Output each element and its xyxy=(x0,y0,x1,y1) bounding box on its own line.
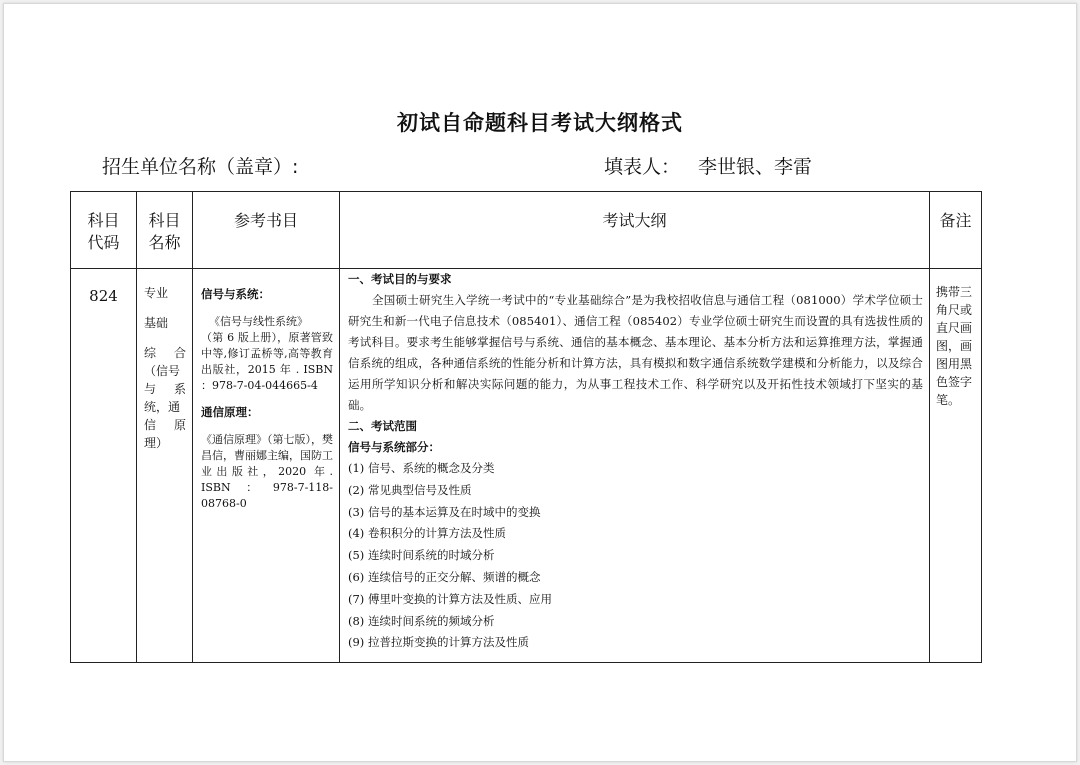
reference-book-title: 《信号与线性系统》 xyxy=(209,315,308,328)
reference-books-cell xyxy=(193,269,340,663)
list-item: (5) 连续时间系统的时域分析 xyxy=(348,548,495,563)
outline-section-title: 一、考试目的与要求 xyxy=(348,272,452,286)
list-item: (7) 傅里叶变换的计算方法及性质、应用 xyxy=(348,591,552,606)
subject-name-line: 基础 xyxy=(144,316,169,330)
list-item: (6) 连续信号的正交分解、频谱的概念 xyxy=(348,569,541,584)
header-notes-label: 备注 xyxy=(939,211,972,230)
subject-name-line xyxy=(144,344,186,362)
header-exam-outline xyxy=(340,192,930,269)
outline-paragraph: 全国硕士研究生入学统一考试中的“专业基础综合”是为我校招收信息与通信工程（081000）学术学位硕士研究生和新一代电子信息技术（085401）、通信工程（085402）专业学位硕士研究生而设置的具有选拔性质的考试科目。要求考生能够掌握信号与系统、通信的基本概念、基本理论、基本分析方法和运算推理方法，掌握通信系统的组成，各种通信系统的性能分析和计算方法，具有模拟和数字通信系统数学建模和分析能力，以及综合运用所学知识分析和解决实际问题的能力，为从事工程技术工作、科学研究以及开拓性技术领域打下坚实的基础。 xyxy=(348,293,923,412)
table-row xyxy=(71,269,982,663)
header-name-line2: 名称 xyxy=(148,233,181,252)
subject-name-line: 统，通 xyxy=(144,400,181,414)
syllabus-table xyxy=(70,191,982,663)
header-code-line2: 代码 xyxy=(87,233,120,252)
subject-name-char: 信 xyxy=(144,418,157,432)
list-item: (2) 常见典型信号及性质 xyxy=(348,482,472,497)
list-item: (1) 信号、系统的概念及分类 xyxy=(348,461,495,475)
subject-name-char: 原 xyxy=(173,418,186,432)
subject-name-line: （信号 xyxy=(144,364,181,378)
outline-section-title: 二、考试范围 xyxy=(348,419,417,433)
header-subject-code xyxy=(71,192,137,269)
form-filler-names: 李世银、李雷 xyxy=(698,156,813,178)
subject-name-line: 理） xyxy=(144,436,169,450)
notes-text: 携带三角尺或直尺画图，画图用黑色签字笔。 xyxy=(936,285,973,407)
subject-name-cell xyxy=(137,269,193,663)
subject-name-line xyxy=(144,380,186,398)
subject-name-line: 专业 xyxy=(144,286,169,300)
header-outline-label: 考试大纲 xyxy=(602,211,667,230)
subject-name-line xyxy=(144,416,186,434)
reference-book-comm: 《通信原理》（第七版），樊昌信，曹丽娜主编，国防工业出版社，2020 年. ISBN：978-7-118-08768-0 xyxy=(201,433,333,510)
list-item: (3) 信号的基本运算及在时域中的变换 xyxy=(348,504,541,519)
reference-book-signals xyxy=(201,314,333,394)
subject-name-char: 综 xyxy=(144,346,157,360)
form-filler xyxy=(604,152,812,179)
enrollment-unit-label: 招生单位名称（盖章）: xyxy=(102,156,299,178)
header-notes xyxy=(930,192,982,269)
subject-name-char: 系 xyxy=(173,382,186,396)
subject-code: 824 xyxy=(89,287,118,305)
subject-name-char: 合 xyxy=(173,346,186,360)
header-code-line1: 科目 xyxy=(87,211,120,230)
reference-heading-comm: 通信原理： xyxy=(201,405,259,419)
form-filler-label: 填表人： xyxy=(604,156,681,178)
header-subject-name xyxy=(137,192,193,269)
header-reference-books xyxy=(193,192,340,269)
header-name-line1: 科目 xyxy=(148,211,181,230)
list-item: (9) 拉普拉斯变换的计算方法及性质 xyxy=(348,635,529,650)
reference-book-details: （第 6 版上册），原著管致中等,修订孟桥等,高等教育出版社，2015 年 . ISBN ：978-7-04-044665-4 xyxy=(201,331,333,392)
reference-heading-signals: 信号与系统： xyxy=(201,287,270,301)
table-header-row xyxy=(71,192,982,269)
subject-name-char: 与 xyxy=(144,382,157,396)
header-reference-label: 参考书目 xyxy=(233,211,298,230)
outline-subsection-title: 信号与系统部分： xyxy=(348,440,440,454)
document-page xyxy=(3,3,1077,762)
list-item: (4) 卷积积分的计算方法及性质 xyxy=(348,526,506,541)
document-title: 初试自命题科目考试大纲格式 xyxy=(397,111,683,135)
subject-code-cell xyxy=(71,269,137,663)
notes-cell xyxy=(930,269,982,663)
list-item: (8) 连续时间系统的频域分析 xyxy=(348,613,495,628)
exam-outline-cell xyxy=(340,269,930,663)
